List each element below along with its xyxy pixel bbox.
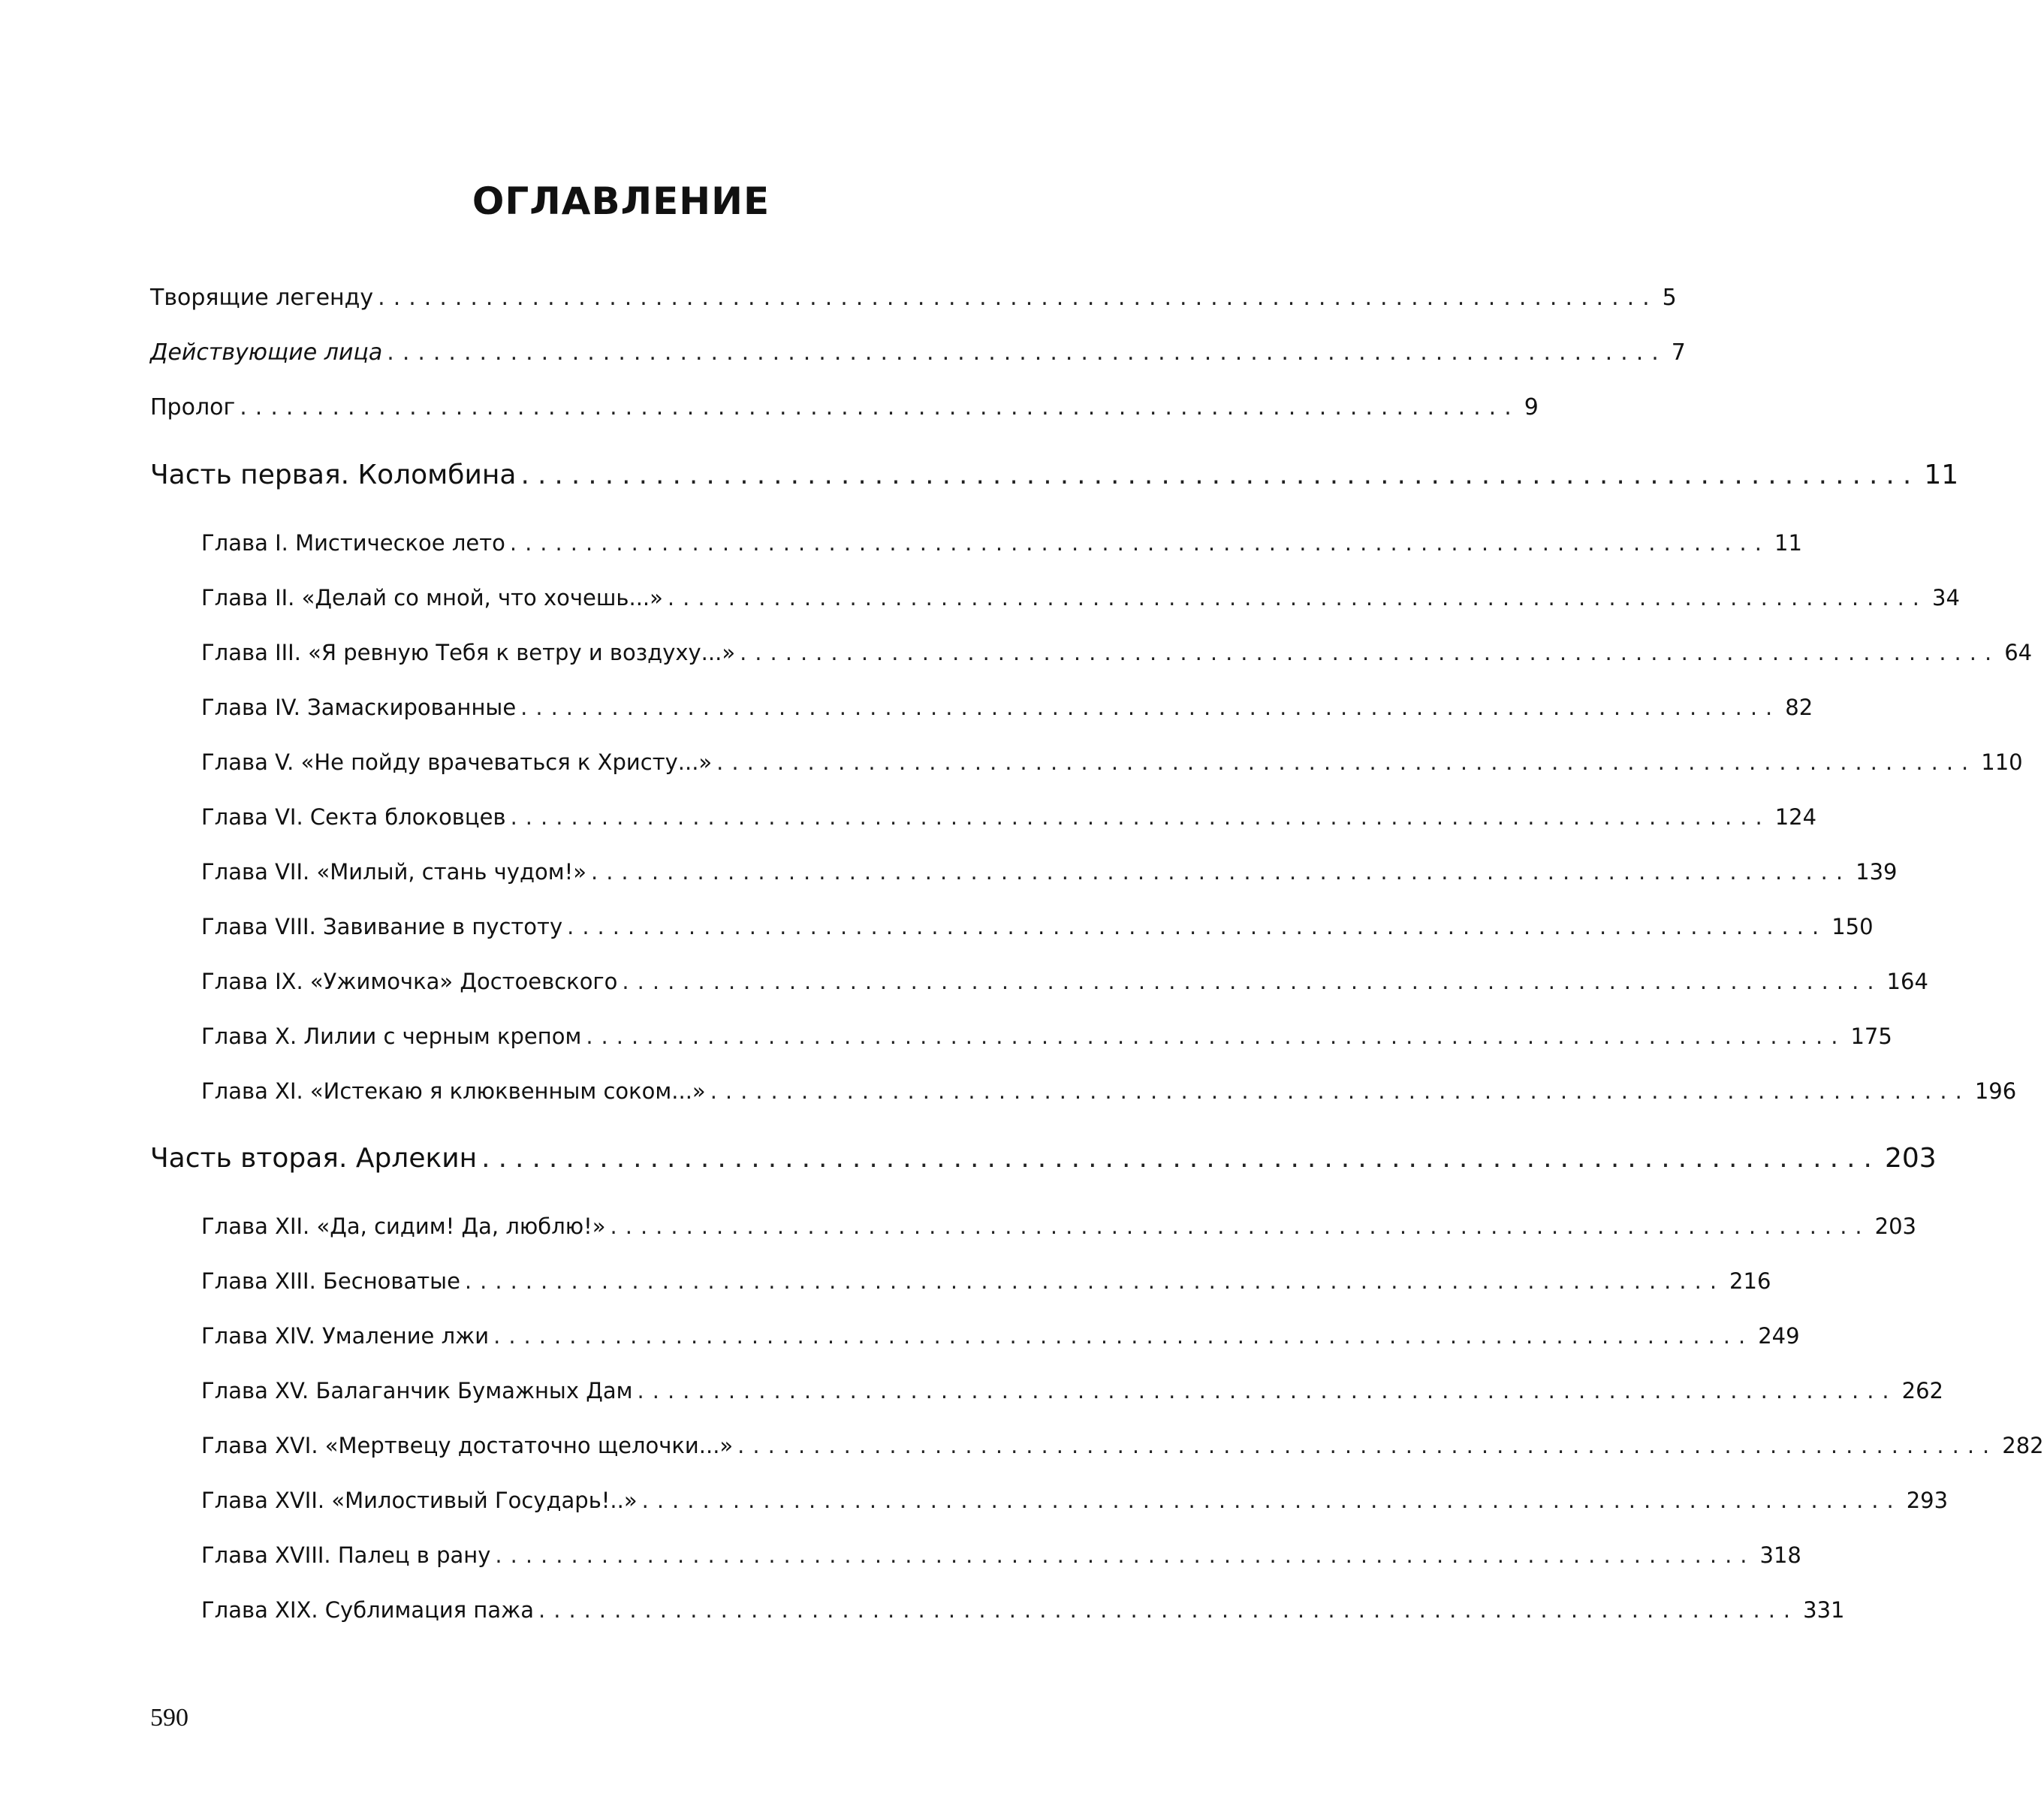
toc-entry-label: Глава XIV. Умаление лжи xyxy=(201,1323,490,1349)
toc-entry-label: Глава X. Лилии с черным крепом xyxy=(201,1024,582,1049)
toc-entry-label: Глава VII. «Милый, стань чудом!» xyxy=(201,859,586,885)
toc-entry-label: Часть вторая. Арлекин xyxy=(150,1143,478,1174)
toc-entry-label: Глава V. «Не пойду врачеваться к Христу...» xyxy=(201,749,713,775)
toc-entry-page: 175 xyxy=(1850,1024,1892,1049)
leader-dots: ................................................................................... xyxy=(520,460,1920,490)
toc-entry-chapter xyxy=(201,583,1960,613)
toc-entry-label: Глава XVIII. Палец в рану xyxy=(201,1542,491,1568)
toc-entry-chapter xyxy=(201,1211,1916,1241)
leader-dots: ................................................................................... xyxy=(464,1268,1726,1294)
toc-entry-label: Глава XIII. Бесноватые xyxy=(201,1268,460,1294)
page-title: ОГЛАВЛЕНИЕ xyxy=(472,179,770,223)
toc-entry-label: Глава VI. Секта блоковцев xyxy=(201,804,506,830)
leader-dots: ................................................................................... xyxy=(622,969,1883,994)
toc-entry-front xyxy=(150,338,1686,368)
toc-entry-page: 5 xyxy=(1662,285,1677,311)
toc-entry-chapter xyxy=(201,1431,2044,1461)
toc-entry-label: Пролог xyxy=(150,394,236,421)
toc-entry-chapter xyxy=(201,638,2033,668)
toc-entry-chapter xyxy=(201,1376,1943,1406)
leader-dots: ................................................................................... xyxy=(641,1488,1902,1513)
toc-entry-chapter xyxy=(201,1321,1800,1351)
leader-dots: ................................................................................... xyxy=(716,749,1977,775)
leader-dots: ................................................................................... xyxy=(586,1024,1847,1049)
page-number: 590 xyxy=(150,1704,188,1732)
toc-entry-page: 203 xyxy=(1884,1143,1937,1174)
toc-entry-label: Глава I. Мистическое лето xyxy=(201,530,505,556)
leader-dots: ................................................................................... xyxy=(378,285,1658,311)
leader-dots: ................................................................................... xyxy=(520,695,1781,720)
toc-entry-page: 7 xyxy=(1671,339,1686,366)
toc-entry-page: 34 xyxy=(1932,585,1960,611)
toc-entry-page: 282 xyxy=(2002,1433,2044,1458)
toc-entry-part xyxy=(150,1141,1937,1176)
leader-dots: ................................................................................... xyxy=(538,1597,1799,1623)
leader-dots: ................................................................................... xyxy=(387,339,1667,366)
toc-entry-label: Глава XVII. «Милостивый Государь!..» xyxy=(201,1488,638,1513)
toc-entry-chapter xyxy=(201,1485,1949,1515)
toc-entry-chapter xyxy=(201,692,1813,722)
toc-entry-chapter xyxy=(201,1540,1801,1570)
leader-dots: ................................................................................... xyxy=(510,804,1771,830)
toc-entry-chapter xyxy=(201,1076,2017,1106)
toc-entry-chapter xyxy=(201,747,2023,777)
toc-entry-label: Глава XII. «Да, сидим! Да, люблю!» xyxy=(201,1214,606,1239)
leader-dots: ................................................................................... xyxy=(637,1378,1898,1403)
leader-dots: ................................................................................... xyxy=(495,1542,1756,1568)
toc-entry-chapter xyxy=(201,1595,1845,1625)
leader-dots: ................................................................................... xyxy=(667,585,1928,611)
leader-dots: ................................................................................... xyxy=(710,1078,1970,1104)
toc-entry-page: 262 xyxy=(1901,1378,1943,1403)
toc-entry-page: 9 xyxy=(1524,394,1539,421)
toc-entry-label: Глава VIII. Завивание в пустоту xyxy=(201,914,563,939)
toc-entry-label: Творящие легенду xyxy=(150,285,374,311)
toc-entry-page: 11 xyxy=(1774,530,1802,556)
toc-entry-page: 124 xyxy=(1774,804,1817,830)
toc-entry-page: 196 xyxy=(1974,1078,2017,1104)
toc-entry-label: Глава IV. Замаскированные xyxy=(201,695,517,720)
leader-dots: ................................................................................... xyxy=(591,859,1852,885)
toc-entry-label: Глава XV. Балаганчик Бумажных Дам xyxy=(201,1378,633,1403)
toc-entry-part xyxy=(150,458,1959,493)
toc-entry-page: 216 xyxy=(1729,1268,1771,1294)
leader-dots: ................................................................................... xyxy=(240,394,1520,421)
toc-entry-page: 318 xyxy=(1759,1542,1801,1568)
toc-entry-page: 64 xyxy=(2004,640,2033,665)
toc-entry-page: 249 xyxy=(1758,1323,1800,1349)
toc-entry-front xyxy=(150,283,1677,313)
toc-entry-front xyxy=(150,393,1539,423)
leader-dots: ................................................................................... xyxy=(610,1214,1871,1239)
toc-entry-label: Глава IX. «Ужимочка» Достоевского xyxy=(201,969,618,994)
leader-dots: ................................................................................... xyxy=(567,914,1828,939)
leader-dots: ................................................................................... xyxy=(509,530,1770,556)
toc-entry-page: 293 xyxy=(1906,1488,1949,1513)
toc-entry-chapter xyxy=(201,966,1928,996)
toc-entry-page: 150 xyxy=(1831,914,1874,939)
toc-entry-chapter xyxy=(201,528,1802,558)
leader-dots: ................................................................................... xyxy=(493,1323,1754,1349)
toc-entry-chapter xyxy=(201,912,1874,942)
toc-entry-page: 331 xyxy=(1803,1597,1845,1623)
toc-entry-label: Действующие лица xyxy=(150,339,383,366)
toc-entry-chapter xyxy=(201,1266,1771,1296)
toc-entry-page: 203 xyxy=(1874,1214,1916,1239)
toc-entry-label: Глава XVI. «Мертвецу достаточно щелочки...» xyxy=(201,1433,734,1458)
toc-entry-chapter xyxy=(201,857,1898,887)
leader-dots: ................................................................................... xyxy=(740,640,2000,665)
toc-entry-chapter xyxy=(201,1021,1892,1051)
toc-entry-page: 11 xyxy=(1924,460,1959,490)
toc-entry-label: Глава II. «Делай со мной, что хочешь...» xyxy=(201,585,663,611)
toc-entry-label: Глава XI. «Истекаю я клюквенным соком...» xyxy=(201,1078,706,1104)
toc-entry-page: 164 xyxy=(1886,969,1928,994)
toc-entry-label: Глава XIX. Сублимация пажа xyxy=(201,1597,535,1623)
toc-entry-page: 82 xyxy=(1785,695,1813,720)
toc-entry-label: Глава III. «Я ревную Тебя к ветру и воздуху...» xyxy=(201,640,736,665)
leader-dots: ................................................................................... xyxy=(481,1143,1880,1174)
toc-entry-page: 110 xyxy=(1981,749,2023,775)
toc-entry-label: Часть первая. Коломбина xyxy=(150,460,517,490)
leader-dots: ................................................................................... xyxy=(737,1433,1998,1458)
toc-entry-chapter xyxy=(201,802,1817,832)
toc-entry-page: 139 xyxy=(1856,859,1898,885)
